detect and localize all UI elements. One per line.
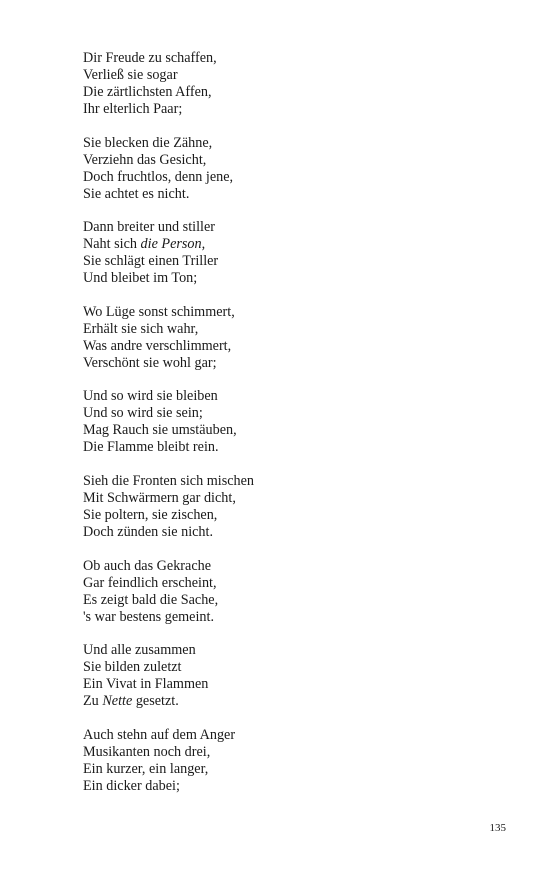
text-run: Verließ sie sogar — [83, 67, 178, 83]
poem-line — [83, 575, 254, 592]
stanza — [83, 727, 254, 795]
text-run: Es zeigt bald die Sache, — [83, 591, 219, 608]
text-run: Ein kurzer, ein langer, — [83, 760, 209, 777]
text-run: Und bleibet im Ton; — [83, 270, 198, 287]
poem-line — [83, 236, 254, 253]
poem-line — [83, 321, 254, 338]
poem-line — [83, 253, 254, 270]
poem-line — [83, 693, 254, 710]
poem-line — [83, 727, 254, 744]
poem-line — [83, 761, 254, 778]
poem-line — [83, 778, 254, 795]
stanza — [83, 219, 254, 287]
text-run: Und so wird sie bleiben — [83, 388, 218, 405]
italic-text: die Person, — [140, 236, 206, 253]
poem-line — [83, 50, 254, 67]
poem-line — [83, 169, 254, 186]
poem-line — [83, 642, 254, 659]
poem-line — [83, 135, 254, 152]
poem-line — [83, 270, 254, 287]
poem-line — [83, 101, 254, 118]
poem-line — [83, 152, 254, 169]
text-run: Und so wird sie sein; — [83, 405, 203, 422]
text-run: Sie schlägt einen Triller — [83, 253, 219, 270]
text-run: Auch stehn auf dem Anger — [83, 726, 236, 743]
poem-line — [83, 524, 254, 541]
poem-line — [83, 676, 254, 693]
poem-line — [83, 388, 254, 405]
poem-line — [83, 304, 254, 321]
text-run: Dann breiter und stiller — [83, 219, 215, 236]
text-run: Naht sich — [83, 236, 141, 253]
poem-line — [83, 490, 254, 507]
text-run: Mit Schwärmern gar dicht, — [83, 489, 236, 506]
poem-line — [83, 558, 254, 575]
text-run: Wo Lüge sonst schimmert, — [83, 303, 235, 320]
text-run: Erhält sie sich wahr, — [83, 320, 199, 337]
poem-line — [83, 744, 254, 761]
poem-line — [83, 609, 254, 626]
stanza — [83, 304, 254, 372]
text-run: Mag Rauch sie umstäuben, — [83, 422, 237, 439]
poem-line — [83, 186, 254, 203]
text-run: Sie bilden zuletzt — [83, 659, 182, 676]
text-run: gesetzt. — [132, 693, 179, 710]
poem-line — [83, 84, 254, 101]
text-run: Ein Vivat in Flammen — [83, 676, 209, 693]
page-number: 135 — [489, 822, 506, 834]
text-run: Verschönt sie wohl gar; — [83, 354, 217, 371]
text-run: Sieh die Fronten sich mischen — [83, 472, 255, 489]
text-run: Verziehn das Gesicht, — [83, 151, 207, 168]
stanza — [83, 50, 254, 118]
text-run: Gar feindlich erscheint, — [83, 574, 217, 591]
poem-line — [83, 439, 254, 456]
text-run: Zu — [83, 693, 103, 710]
text-run: Musikanten noch drei, — [83, 743, 211, 760]
text-run: Die zärtlichsten Affen, — [83, 84, 212, 100]
text-run: Sie blecken die Zähne, — [83, 134, 213, 151]
poem-line — [83, 67, 254, 84]
text-run: Sie poltern, sie zischen, — [83, 506, 218, 523]
poem-line — [83, 219, 254, 236]
poem-line — [83, 338, 254, 355]
text-run: Ihr elterlich Paar; — [83, 101, 183, 117]
stanza — [83, 558, 254, 626]
text-run: Ein dicker dabei; — [83, 777, 180, 794]
text-run: Doch zünden sie nicht. — [83, 523, 214, 540]
poem-line — [83, 507, 254, 524]
stanza — [83, 642, 254, 710]
poem-line — [83, 355, 254, 372]
text-run: Sie achtet es nicht. — [83, 185, 190, 202]
text-run: Ob auch das Gekrache — [83, 557, 212, 574]
text-run: Dir Freude zu schaffen, — [83, 50, 217, 66]
stanza — [83, 473, 254, 541]
text-run: Doch fruchtlos, denn jene, — [83, 168, 234, 185]
text-run: Was andre verschlimmert, — [83, 337, 232, 354]
poem-line — [83, 659, 254, 676]
stanza — [83, 135, 254, 203]
text-run: Und alle zusammen — [83, 642, 196, 659]
text-run: 's war bestens gemeint. — [83, 608, 214, 625]
stanza — [83, 388, 254, 456]
poem-line — [83, 473, 254, 490]
poem-line — [83, 405, 254, 422]
text-run: Die Flamme bleibt rein. — [83, 439, 219, 456]
poem-line — [83, 422, 254, 439]
poem-body — [83, 50, 254, 811]
italic-text: Nette — [102, 693, 133, 710]
poem-line — [83, 592, 254, 609]
